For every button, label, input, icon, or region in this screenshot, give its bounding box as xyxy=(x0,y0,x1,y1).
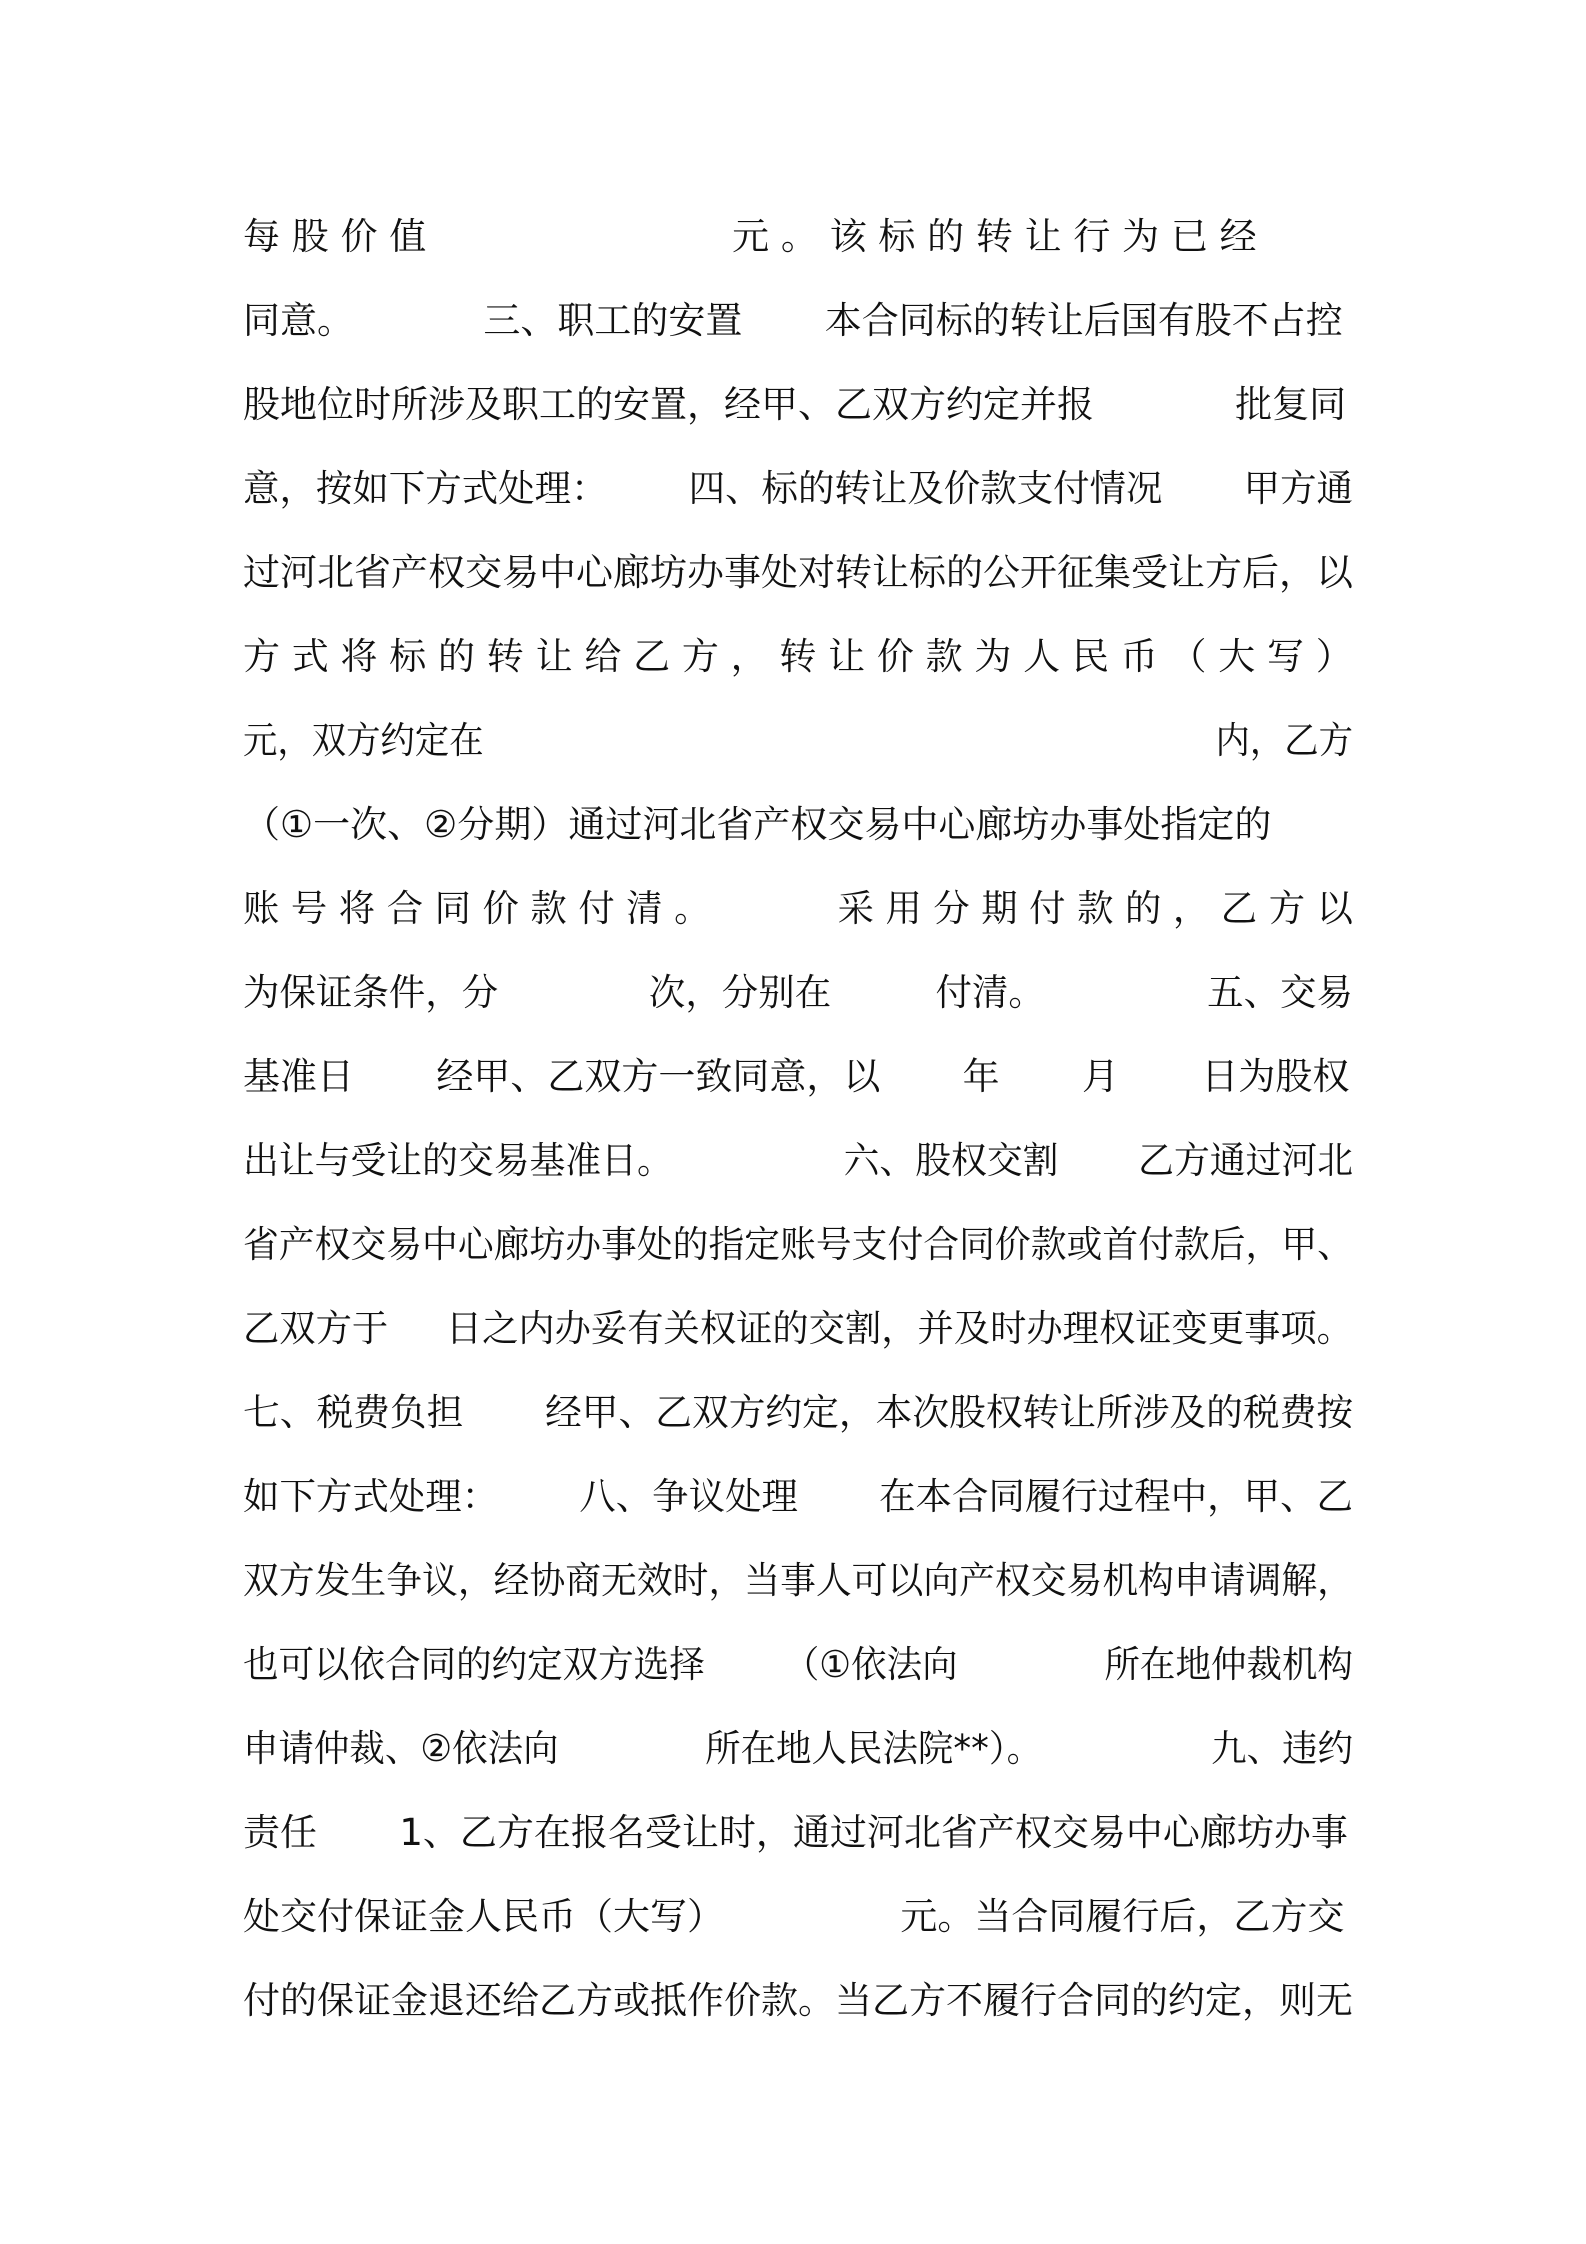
line-text: （①一次、②分期）通过河北省产权交易中心廊坊办事处指定的 xyxy=(243,803,1272,846)
text-line xyxy=(243,1371,1353,1455)
line-text: 每 股 价 值 元 。 该 标 的 转 让 行 为 已 经 xyxy=(243,215,1257,258)
text-line xyxy=(243,615,1353,699)
text-line xyxy=(243,1287,1353,1371)
line-text: 过河北省产权交易中心廊坊办事处对转让标的公开征集受让方后，以 xyxy=(243,551,1353,594)
text-line xyxy=(243,1119,1353,1203)
text-line xyxy=(243,1203,1353,1287)
text-line xyxy=(243,363,1353,447)
text-line xyxy=(243,531,1353,615)
line-text: 双方发生争议，经协商无效时，当事人可以向产权交易机构申请调解， xyxy=(243,1559,1353,1602)
text-line xyxy=(243,783,1353,867)
line-text: 为保证条件，分 次，分别在 付清。 五、交易 xyxy=(243,971,1353,1014)
line-text: 方 式 将 标 的 转 让 给 乙 方 ， 转 让 价 款 为 人 民 币 （ 大 写 ） xyxy=(243,635,1353,678)
text-line xyxy=(243,1791,1353,1875)
line-text: 同意。 三、职工的安置 本合同标的转让后国有股不占控 xyxy=(243,299,1343,342)
line-text: 申请仲裁、②依法向 所在地人民法院**）。 九、违约 xyxy=(243,1727,1354,1770)
line-text: 省产权交易中心廊坊办事处的指定账号支付合同价款或首付款后，甲、 xyxy=(243,1223,1353,1266)
line-text: 意，按如下方式处理： 四、标的转让及价款支付情况 甲方通 xyxy=(243,467,1353,510)
line-text: 股地位时所涉及职工的安置，经甲、乙双方约定并报 批复同 xyxy=(243,383,1347,426)
text-line xyxy=(243,279,1353,363)
text-line xyxy=(243,195,1353,279)
line-text: 付的保证金退还给乙方或抵作价款。当乙方不履行合同的约定，则无 xyxy=(243,1979,1353,2022)
text-line xyxy=(243,699,1353,783)
text-line xyxy=(243,1959,1353,2043)
text-line xyxy=(243,1707,1353,1791)
text-line xyxy=(243,1875,1353,1959)
line-text: 处交付保证金人民币（大写） 元。当合同履行后，乙方交 xyxy=(243,1895,1345,1938)
text-line xyxy=(243,867,1353,951)
text-line xyxy=(243,447,1353,531)
line-text: 责任 1、乙方在报名受让时，通过河北省产权交易中心廊坊办事 xyxy=(243,1811,1348,1854)
text-line xyxy=(243,1539,1353,1623)
text-line xyxy=(243,951,1353,1035)
line-text: 七、税费负担 经甲、乙双方约定，本次股权转让所涉及的税费按 xyxy=(243,1391,1354,1434)
line-text: 基准日 经甲、乙双方一致同意，以 年 月 日为股权 xyxy=(243,1055,1350,1098)
text-line xyxy=(243,1623,1353,1707)
line-text: 出让与受让的交易基准日。 六、股权交割 乙方通过河北 xyxy=(243,1139,1354,1182)
contract-body xyxy=(243,195,1353,2043)
line-text: 也可以依合同的约定双方选择 （①依法向 所在地仲裁机构 xyxy=(243,1643,1354,1686)
text-line xyxy=(243,1035,1353,1119)
line-text: 账 号 将 合 同 价 款 付 清 。 采 用 分 期 付 款 的 ， 乙 方 以 xyxy=(243,887,1353,930)
text-line xyxy=(243,1455,1353,1539)
line-text: 乙双方于 日之内办妥有关权证的交割，并及时办理权证变更事项。 xyxy=(243,1307,1353,1350)
line-text: 元，双方约定在 内，乙方 xyxy=(243,719,1354,762)
line-text: 如下方式处理： 八、争议处理 在本合同履行过程中，甲、乙 xyxy=(243,1475,1353,1518)
